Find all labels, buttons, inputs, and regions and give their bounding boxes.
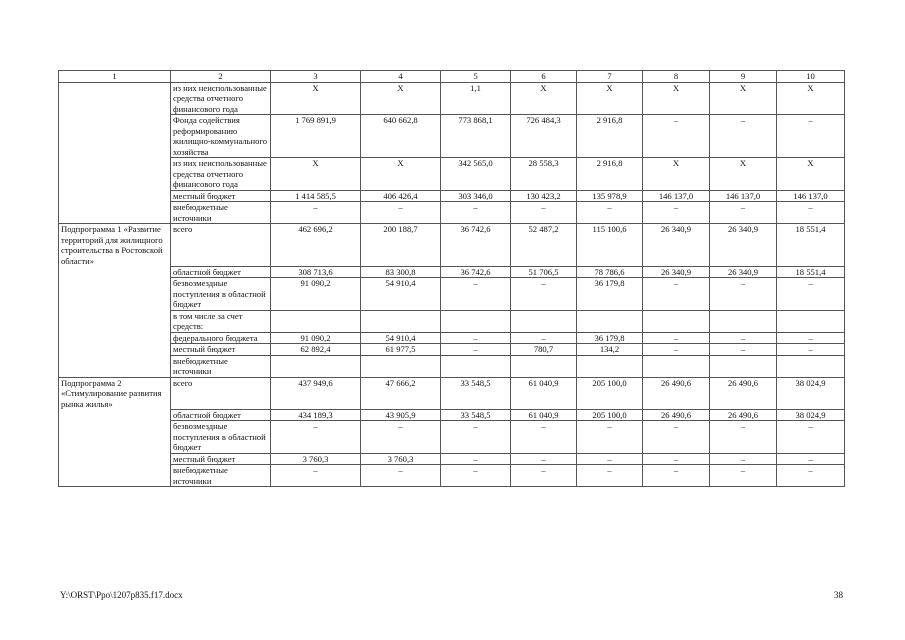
column-number: 10 [777, 71, 845, 83]
value-cell: 36 179,8 [577, 332, 643, 344]
program-name-cell [59, 332, 171, 344]
value-cell: – [643, 332, 710, 344]
value-cell: 146 137,0 [710, 190, 777, 202]
value-cell: – [441, 202, 511, 224]
value-cell: – [777, 202, 845, 224]
value-cell: 61 040,9 [511, 377, 577, 409]
funding-source-cell: федерального бюджета [171, 332, 271, 344]
value-cell: – [511, 278, 577, 311]
value-cell [777, 310, 845, 332]
value-cell: – [577, 453, 643, 465]
funding-source-cell: внебюджетные источники [171, 202, 271, 224]
value-cell: 115 100,6 [577, 224, 643, 267]
program-name-cell [59, 115, 171, 158]
value-cell: – [643, 465, 710, 487]
value-cell: – [511, 465, 577, 487]
value-cell: 2 916,8 [577, 115, 643, 158]
table-row [59, 310, 845, 332]
value-cell: 1,1 [441, 82, 511, 115]
value-cell: 43 905,9 [361, 409, 441, 421]
funding-source-cell: безвозмездные поступления в областной бюджет [171, 421, 271, 454]
program-name-cell [59, 82, 171, 115]
table-row [59, 158, 845, 191]
table-row [59, 332, 845, 344]
value-cell: – [643, 278, 710, 311]
value-cell: – [710, 344, 777, 356]
funding-source-cell: местный бюджет [171, 344, 271, 356]
program-name-cell [59, 310, 171, 332]
funding-source-cell: местный бюджет [171, 190, 271, 202]
table-row [59, 377, 845, 409]
value-cell [643, 355, 710, 377]
value-cell: – [777, 332, 845, 344]
value-cell: 26 490,6 [710, 409, 777, 421]
column-number: 1 [59, 71, 171, 83]
column-number: 2 [171, 71, 271, 83]
value-cell: 726 484,3 [511, 115, 577, 158]
funding-source-cell: в том числе за счет средств: [171, 310, 271, 332]
value-cell [271, 310, 361, 332]
value-cell: Х [643, 82, 710, 115]
program-name-cell [59, 465, 171, 487]
value-cell [777, 355, 845, 377]
value-cell: – [710, 202, 777, 224]
value-cell: 26 340,9 [710, 224, 777, 267]
value-cell: 28 558,3 [511, 158, 577, 191]
value-cell: – [710, 278, 777, 311]
value-cell: – [710, 421, 777, 454]
funding-source-cell: внебюджетные источники [171, 355, 271, 377]
value-cell: 130 423,2 [511, 190, 577, 202]
value-cell: Х [361, 82, 441, 115]
program-name-cell: Подпрограмма 2 «Стимулирование развития рынка жилья» [59, 377, 171, 409]
value-cell: – [777, 453, 845, 465]
value-cell: 3 760,3 [271, 453, 361, 465]
funding-source-cell: областной бюджет [171, 266, 271, 278]
value-cell [511, 355, 577, 377]
value-cell: – [643, 115, 710, 158]
value-cell: 36 179,8 [577, 278, 643, 311]
value-cell: 1 769 891,9 [271, 115, 361, 158]
value-cell: – [777, 115, 845, 158]
table-row [59, 266, 845, 278]
value-cell: – [710, 115, 777, 158]
value-cell: 462 696,2 [271, 224, 361, 267]
value-cell: 33 548,5 [441, 377, 511, 409]
value-cell: – [441, 278, 511, 311]
value-cell: 406 426,4 [361, 190, 441, 202]
table-row [59, 190, 845, 202]
table-row [59, 82, 845, 115]
value-cell: 26 490,6 [643, 377, 710, 409]
program-name-cell [59, 266, 171, 278]
program-name-cell: Подпрограмма 1 «Развитие территорий для жилищного строительства в Ростовской области» [59, 224, 171, 267]
value-cell: Х [361, 158, 441, 191]
value-cell [577, 355, 643, 377]
program-name-cell [59, 421, 171, 454]
value-cell: – [511, 332, 577, 344]
column-number: 3 [271, 71, 361, 83]
budget-table [58, 70, 845, 487]
value-cell [710, 310, 777, 332]
value-cell: – [441, 453, 511, 465]
value-cell: – [643, 453, 710, 465]
funding-source-cell: всего [171, 224, 271, 267]
value-cell: 2 916,8 [577, 158, 643, 191]
table-row [59, 278, 845, 311]
value-cell: Х [777, 82, 845, 115]
value-cell: 54 910,4 [361, 332, 441, 344]
value-cell: – [777, 421, 845, 454]
value-cell: – [777, 465, 845, 487]
value-cell: – [361, 465, 441, 487]
value-cell: – [710, 332, 777, 344]
value-cell: – [441, 332, 511, 344]
value-cell: 83 300,8 [361, 266, 441, 278]
table-row [59, 355, 845, 377]
page-number: 38 [834, 590, 843, 600]
value-cell: 146 137,0 [643, 190, 710, 202]
value-cell: 54 910,4 [361, 278, 441, 311]
column-number: 6 [511, 71, 577, 83]
program-name-cell [59, 158, 171, 191]
value-cell: 61 977,5 [361, 344, 441, 356]
value-cell: 18 551,4 [777, 266, 845, 278]
value-cell: 18 551,4 [777, 224, 845, 267]
program-name-cell [59, 344, 171, 356]
value-cell [511, 310, 577, 332]
value-cell: 205 100,0 [577, 409, 643, 421]
value-cell: Х [777, 158, 845, 191]
value-cell [441, 355, 511, 377]
value-cell [361, 310, 441, 332]
value-cell: 434 189,3 [271, 409, 361, 421]
value-cell: 26 490,6 [710, 377, 777, 409]
value-cell: 36 742,6 [441, 224, 511, 267]
column-number: 9 [710, 71, 777, 83]
value-cell: – [577, 202, 643, 224]
value-cell: Х [271, 158, 361, 191]
funding-source-cell: всего [171, 377, 271, 409]
value-cell: 146 137,0 [777, 190, 845, 202]
value-cell: 134,2 [577, 344, 643, 356]
value-cell: – [511, 421, 577, 454]
value-cell: – [777, 278, 845, 311]
funding-source-cell: из них неиспользованные средства отчетного финансового года [171, 82, 271, 115]
table-row [59, 224, 845, 267]
column-number: 8 [643, 71, 710, 83]
value-cell: 780,7 [511, 344, 577, 356]
value-cell: 47 666,2 [361, 377, 441, 409]
table-row [59, 453, 845, 465]
value-cell: – [271, 202, 361, 224]
value-cell: 33 548,5 [441, 409, 511, 421]
value-cell [441, 310, 511, 332]
table-body [59, 71, 845, 487]
value-cell: 26 340,9 [643, 266, 710, 278]
value-cell [577, 310, 643, 332]
value-cell: – [710, 453, 777, 465]
value-cell: 200 188,7 [361, 224, 441, 267]
table-row [59, 421, 845, 454]
value-cell: 91 090,2 [271, 278, 361, 311]
value-cell: – [511, 453, 577, 465]
program-name-cell [59, 355, 171, 377]
value-cell: 36 742,6 [441, 266, 511, 278]
value-cell: 342 565,0 [441, 158, 511, 191]
value-cell: 26 340,9 [710, 266, 777, 278]
value-cell: – [271, 465, 361, 487]
value-cell: 78 786,6 [577, 266, 643, 278]
value-cell: – [577, 465, 643, 487]
value-cell: 26 490,6 [643, 409, 710, 421]
value-cell: – [441, 344, 511, 356]
value-cell: – [441, 465, 511, 487]
value-cell: Х [710, 158, 777, 191]
value-cell: – [777, 344, 845, 356]
program-name-cell [59, 278, 171, 311]
value-cell: 38 024,9 [777, 409, 845, 421]
value-cell: 135 978,9 [577, 190, 643, 202]
column-number-row [59, 71, 845, 83]
value-cell: 303 346,0 [441, 190, 511, 202]
value-cell: 1 414 585,5 [271, 190, 361, 202]
program-name-cell [59, 453, 171, 465]
value-cell: 62 892,4 [271, 344, 361, 356]
value-cell: 205 100,0 [577, 377, 643, 409]
value-cell [361, 355, 441, 377]
value-cell: Х [643, 158, 710, 191]
value-cell: 308 713,6 [271, 266, 361, 278]
value-cell [643, 310, 710, 332]
value-cell: – [710, 465, 777, 487]
column-number: 7 [577, 71, 643, 83]
table-row [59, 344, 845, 356]
value-cell: Х [577, 82, 643, 115]
table-row [59, 115, 845, 158]
value-cell: – [643, 202, 710, 224]
value-cell: – [511, 202, 577, 224]
value-cell: 51 706,5 [511, 266, 577, 278]
value-cell: 437 949,6 [271, 377, 361, 409]
program-name-cell [59, 202, 171, 224]
funding-source-cell: местный бюджет [171, 453, 271, 465]
value-cell: 38 024,9 [777, 377, 845, 409]
value-cell: 91 090,2 [271, 332, 361, 344]
value-cell: 640 662,8 [361, 115, 441, 158]
funding-source-cell: из них неиспользованные средства отчетного финансового года [171, 158, 271, 191]
funding-source-cell: внебюджетные источники [171, 465, 271, 487]
funding-source-cell: безвозмездные поступления в областной бюджет [171, 278, 271, 311]
value-cell: 3 760,3 [361, 453, 441, 465]
table-row [59, 409, 845, 421]
value-cell: 26 340,9 [643, 224, 710, 267]
value-cell: – [441, 421, 511, 454]
value-cell [271, 355, 361, 377]
value-cell: Х [710, 82, 777, 115]
table-row [59, 465, 845, 487]
program-name-cell [59, 409, 171, 421]
document-file-path: Y:\ORST\Ppo\1207p835.f17.docx [60, 590, 183, 600]
funding-source-cell: областной бюджет [171, 409, 271, 421]
column-number: 4 [361, 71, 441, 83]
program-name-cell [59, 190, 171, 202]
value-cell: 52 487,2 [511, 224, 577, 267]
value-cell: – [643, 344, 710, 356]
value-cell: 61 040,9 [511, 409, 577, 421]
value-cell: – [271, 421, 361, 454]
value-cell: Х [511, 82, 577, 115]
value-cell: – [577, 421, 643, 454]
value-cell: – [643, 421, 710, 454]
value-cell: – [361, 202, 441, 224]
value-cell: 773 868,1 [441, 115, 511, 158]
value-cell [710, 355, 777, 377]
value-cell: Х [271, 82, 361, 115]
value-cell: – [361, 421, 441, 454]
funding-source-cell: Фонда содействия реформированию жилищно-коммунального хозяйства [171, 115, 271, 158]
table-row [59, 202, 845, 224]
column-number: 5 [441, 71, 511, 83]
